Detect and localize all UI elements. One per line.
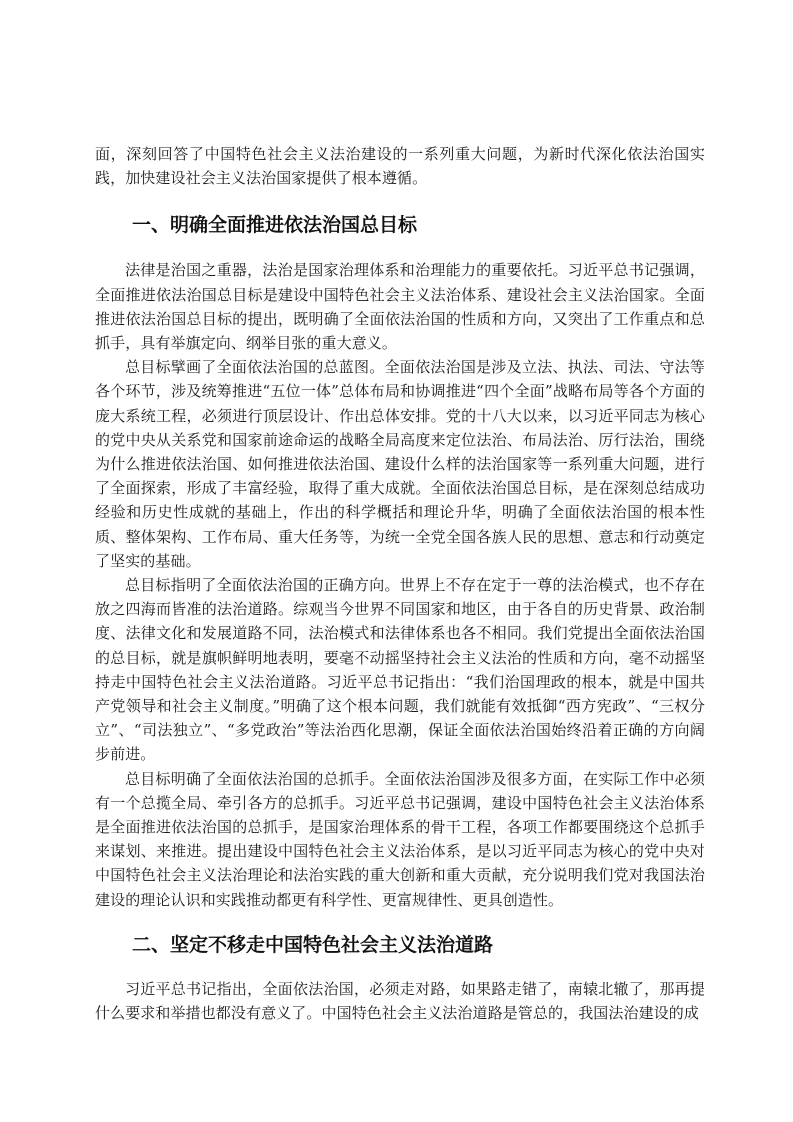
section-1-paragraph-3: 总目标指明了全面依法治国的正确方向。世界上不存在定于一尊的法治模式，也不存在放之四海而皆准的法治道路。综观当今世界不同国家和地区，由于各自的历史背景、政治制度、法律文化和发展道路不同，法治模式和法律体系也各不相同。我们党提出全面依法治国的总目标，就是旗帜鲜明地表明，要毫不动摇坚持社会主义法治的性质和方向，毫不动摇坚持走中国特色社会主义法治道路。习近平总书记指出：“我们治国理政的根本，就是中国共产党领导和社会主义制度。”明确了这个根本问题，我们就能有效抵御“西方宪政”、“三权分立”、“司法独立”、“多党政治”等法治西化思潮，保证全面依法治国始终沿着正确的方向阔步前进。 <box>95 576 705 764</box>
document-body <box>95 142 705 1025</box>
section-1-paragraph-2: 总目标擘画了全面依法治国的总蓝图。全面依法治国是涉及立法、执法、司法、守法等各个环节，涉及统筹推进“五位一体”总体布局和协调推进“四个全面”战略布局等各个方面的庞大系统工程，必须进行顶层设计、作出总体安排。党的十八大以来，以习近平同志为核心的党中央从关系党和国家前途命运的战略全局高度来定位法治、布局法治、厉行法治，围绕为什么推进依法治国、如何推进依法治国、建设什么样的法治国家等一系列重大问题，进行了全面探索，形成了丰富经验，取得了重大成就。全面依法治国总目标，是在深刻总结成功经验和历史性成就的基础上，作出的科学概括和理论升华，明确了全面依法治国的根本性质、整体架构、工作布局、重大任务等，为统一全党全国各族人民的思想、意志和行动奠定了坚实的基础。 <box>95 358 705 570</box>
section-2-heading: 二、坚定不移走中国特色社会主义法治道路 <box>132 933 494 956</box>
section-1-paragraph-1: 法律是治国之重器，法治是国家治理体系和治理能力的重要依托。习近平总书记强调，全面推进依法治国总目标是建设中国特色社会主义法治体系、建设社会主义法治国家。全面推进依法治国总目标的提出，既明确了全面依法治国的性质和方向，又突出了工作重点和总抓手，具有举旗定向、纲举目张的重大意义。 <box>95 261 705 353</box>
section-1-heading: 一、明确全面推进依法治国总目标 <box>132 214 418 237</box>
intro-paragraph: 面，深刻回答了中国特色社会主义法治建设的一系列重大问题，为新时代深化依法治国实践，加快建设社会主义法治国家提供了根本遵循。 <box>95 145 705 188</box>
section-2-paragraph-1: 习近平总书记指出，全面依法治国，必须走对路，如果路走错了，南辕北辙了，那再提什么要求和举措也都没有意义了。中国特色社会主义法治道路是管总的，我国法治建设的成 <box>95 979 705 1023</box>
section-1-paragraph-4: 总目标明确了全面依法治国的总抓手。全面依法治国涉及很多方面，在实际工作中必须有一个总揽全局、牵引各方的总抓手。习近平总书记强调，建设中国特色社会主义法治体系是全面推进依法治国的总抓手，是国家治理体系的骨干工程，各项工作都要围绕这个总抓手来谋划、来推进。提出建设中国特色社会主义法治体系，是以习近平同志为核心的党中央对中国特色社会主义法治理论和法治实践的重大创新和重大贡献，充分说明我们党对我国法治建设的理论认识和实践推动都更有科学性、更富规律性、更具创造性。 <box>95 769 705 909</box>
